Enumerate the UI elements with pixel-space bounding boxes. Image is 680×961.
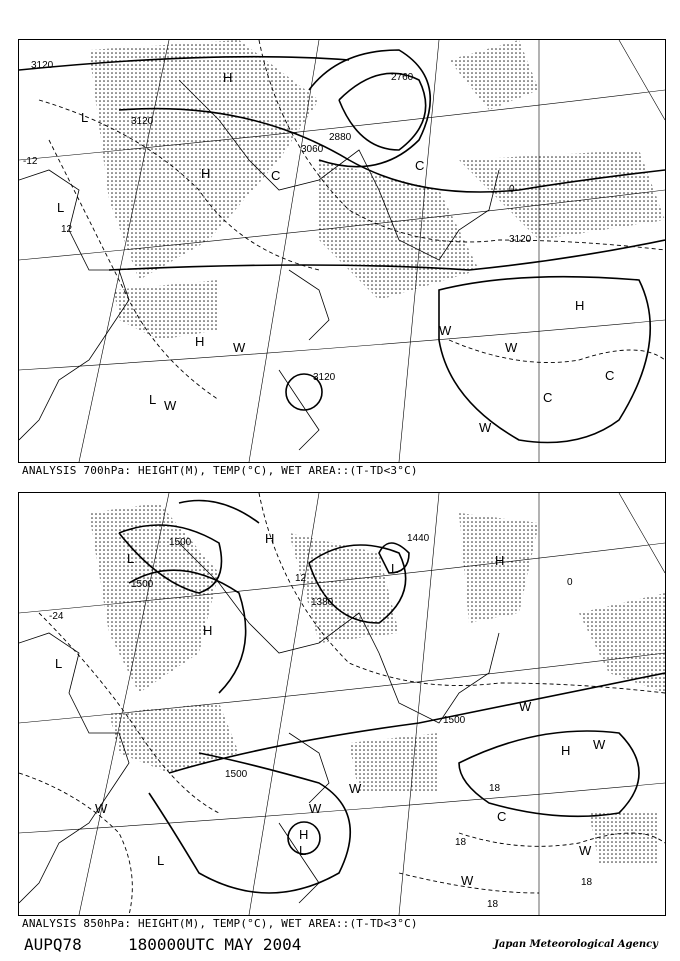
isotherm-label: 0 <box>509 184 515 195</box>
system-marker: W <box>505 340 518 355</box>
system-marker: L <box>157 853 165 868</box>
system-marker: L <box>299 843 307 858</box>
caption-850hpa: ANALYSIS 850hPa: HEIGHT(M), TEMP(°C), WET AREA::(T-TD<3°C) <box>22 917 418 930</box>
system-marker: L <box>127 551 135 566</box>
isotherm-label: 12 <box>295 573 307 584</box>
contour-label: 1440 <box>407 533 430 544</box>
contour-label: 1380 <box>311 597 334 608</box>
contour-label: 3120 <box>313 372 336 383</box>
system-marker: H <box>575 298 585 313</box>
system-marker: H <box>265 531 275 546</box>
system-marker: W <box>519 699 532 714</box>
system-marker: L <box>55 656 63 671</box>
chart-850hpa <box>18 492 666 916</box>
system-marker: C <box>271 168 281 183</box>
isotherm-label: -12 <box>23 156 38 167</box>
system-marker: W <box>461 873 474 888</box>
isotherm-label: 12 <box>61 224 73 235</box>
contour-label: 3120 <box>31 60 54 71</box>
contour-label: 1500 <box>225 769 248 780</box>
contour-label: 2760 <box>391 72 414 83</box>
system-marker: L <box>81 110 89 125</box>
system-marker: H <box>495 553 505 568</box>
system-marker: W <box>95 801 108 816</box>
contour-label: 1500 <box>131 579 154 590</box>
chart-700hpa <box>18 39 666 463</box>
system-marker: W <box>439 323 452 338</box>
system-marker: H <box>561 743 571 758</box>
caption-700hpa: ANALYSIS 700hPa: HEIGHT(M), TEMP(°C), WET AREA::(T-TD<3°C) <box>22 464 418 477</box>
contour-label: 2880 <box>329 132 352 143</box>
system-marker: H <box>201 166 211 181</box>
product-code: AUPQ78 <box>24 935 82 954</box>
system-marker: C <box>543 390 553 405</box>
wet-areas <box>89 503 665 863</box>
system-marker: L <box>149 392 157 407</box>
contour-label: 3120 <box>509 234 532 245</box>
system-marker: C <box>415 158 425 173</box>
map-850hpa <box>19 493 665 915</box>
system-marker: W <box>164 398 177 413</box>
system-marker: H <box>299 827 309 842</box>
system-marker: H <box>223 70 233 85</box>
isotherm-label: 18 <box>455 837 467 848</box>
system-marker: W <box>233 340 246 355</box>
map-700hpa <box>19 40 665 462</box>
contour-label: 3120 <box>131 116 154 127</box>
coastlines <box>19 543 499 903</box>
isotherm-label: -24 <box>49 611 64 622</box>
valid-time: 180000UTC MAY 2004 <box>128 935 302 954</box>
system-marker: L <box>391 561 399 576</box>
contour-label: 3060 <box>301 144 324 155</box>
wet-areas <box>89 40 665 340</box>
isotherm-label: 18 <box>487 899 499 910</box>
system-marker: W <box>349 781 362 796</box>
system-marker: L <box>57 200 65 215</box>
system-marker: W <box>479 420 492 435</box>
isotherm-label: 18 <box>581 877 593 888</box>
system-marker: W <box>309 801 322 816</box>
system-marker: C <box>497 809 507 824</box>
agency-name: Japan Meteorological Agency <box>494 939 658 950</box>
system-marker: H <box>203 623 213 638</box>
isotherm-label: 0 <box>567 577 573 588</box>
contour-label: 1500 <box>443 715 466 726</box>
system-marker: W <box>593 737 606 752</box>
isotherm-label: 18 <box>489 783 501 794</box>
system-marker: W <box>579 843 592 858</box>
system-marker: H <box>195 334 205 349</box>
contour-label: 1500 <box>169 537 192 548</box>
system-marker: C <box>605 368 615 383</box>
